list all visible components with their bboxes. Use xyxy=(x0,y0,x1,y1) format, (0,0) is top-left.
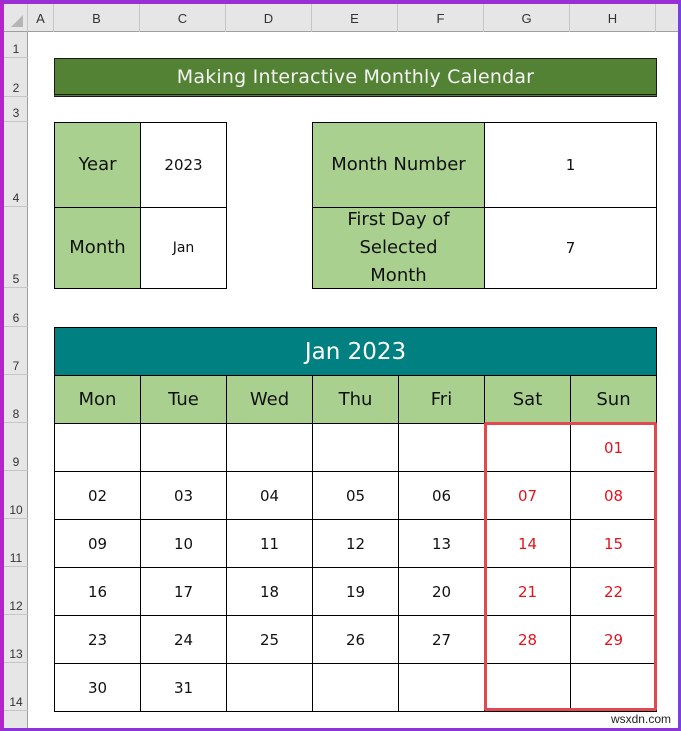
day-cell[interactable]: 12 xyxy=(312,519,399,568)
day-header-tue[interactable]: Tue xyxy=(140,375,227,424)
day-cell[interactable]: 16 xyxy=(54,567,141,616)
day-cell[interactable]: 11 xyxy=(226,519,313,568)
day-cell-weekend[interactable]: 29 xyxy=(570,615,657,664)
day-cell[interactable] xyxy=(54,423,141,472)
day-cell[interactable]: 10 xyxy=(140,519,227,568)
year-input[interactable]: 2023 xyxy=(140,122,227,208)
day-cell[interactable]: 19 xyxy=(312,567,399,616)
day-cell-weekend[interactable] xyxy=(484,663,571,712)
month-number-label[interactable]: Month Number xyxy=(312,122,485,208)
day-cell[interactable]: 27 xyxy=(398,615,485,664)
row-header-14[interactable]: 14 xyxy=(4,663,28,711)
column-header-g[interactable]: G xyxy=(484,4,570,32)
row-header-10[interactable]: 10 xyxy=(4,471,28,519)
first-day-value[interactable]: 7 xyxy=(484,207,657,289)
day-cell-weekend[interactable]: 28 xyxy=(484,615,571,664)
year-label[interactable]: Year xyxy=(54,122,141,208)
day-cell-weekend[interactable]: 22 xyxy=(570,567,657,616)
day-cell-weekend[interactable]: 08 xyxy=(570,471,657,520)
day-cell[interactable]: 02 xyxy=(54,471,141,520)
day-cell-weekend[interactable]: 15 xyxy=(570,519,657,568)
day-cell[interactable]: 26 xyxy=(312,615,399,664)
day-cell-weekend[interactable]: 21 xyxy=(484,567,571,616)
day-cell[interactable]: 31 xyxy=(140,663,227,712)
day-cell[interactable]: 18 xyxy=(226,567,313,616)
day-cell-weekend[interactable]: 14 xyxy=(484,519,571,568)
day-cell[interactable]: 20 xyxy=(398,567,485,616)
first-day-label[interactable]: First Day of Selected Month xyxy=(312,207,485,289)
column-header-c[interactable]: C xyxy=(140,4,226,32)
select-all-triangle-icon xyxy=(11,15,23,27)
row-header-1[interactable]: 1 xyxy=(4,32,28,58)
select-all-button[interactable] xyxy=(4,4,28,32)
row-header-4[interactable]: 4 xyxy=(4,122,28,207)
day-header-sat[interactable]: Sat xyxy=(484,375,571,424)
day-header-thu[interactable]: Thu xyxy=(312,375,399,424)
column-header-e[interactable]: E xyxy=(312,4,398,32)
day-cell[interactable]: 23 xyxy=(54,615,141,664)
day-header-wed[interactable]: Wed xyxy=(226,375,313,424)
day-cell-weekend[interactable]: 07 xyxy=(484,471,571,520)
day-cell-weekend[interactable] xyxy=(570,663,657,712)
row-header-8[interactable]: 8 xyxy=(4,375,28,423)
day-cell[interactable] xyxy=(312,663,399,712)
row-header-7[interactable]: 7 xyxy=(4,327,28,375)
day-cell-weekend[interactable] xyxy=(484,423,571,472)
day-cell[interactable]: 05 xyxy=(312,471,399,520)
row-header-6[interactable]: 6 xyxy=(4,288,28,327)
day-cell[interactable]: 03 xyxy=(140,471,227,520)
day-cell[interactable] xyxy=(398,423,485,472)
row-header-13[interactable]: 13 xyxy=(4,615,28,663)
sheet-title[interactable]: Making Interactive Monthly Calendar xyxy=(54,58,657,97)
day-cell-weekend[interactable]: 01 xyxy=(570,423,657,472)
column-header-f[interactable]: F xyxy=(398,4,484,32)
row-header-12[interactable]: 12 xyxy=(4,567,28,615)
day-cell[interactable]: 06 xyxy=(398,471,485,520)
day-cell[interactable] xyxy=(226,423,313,472)
column-header-d[interactable]: D xyxy=(226,4,312,32)
day-header-mon[interactable]: Mon xyxy=(54,375,141,424)
month-input[interactable]: Jan xyxy=(140,207,227,289)
day-cell[interactable]: 24 xyxy=(140,615,227,664)
watermark: wsxdn.com xyxy=(610,712,671,726)
day-cell[interactable]: 04 xyxy=(226,471,313,520)
day-cell[interactable] xyxy=(226,663,313,712)
day-header-sun[interactable]: Sun xyxy=(570,375,657,424)
calendar-title[interactable]: Jan 2023 xyxy=(54,327,657,376)
column-header-h[interactable]: H xyxy=(570,4,656,32)
row-header-3[interactable]: 3 xyxy=(4,97,28,122)
column-header-a[interactable]: A xyxy=(28,4,54,32)
row-header-9[interactable]: 9 xyxy=(4,423,28,471)
row-header-5[interactable]: 5 xyxy=(4,207,28,288)
day-cell[interactable] xyxy=(140,423,227,472)
day-cell[interactable]: 09 xyxy=(54,519,141,568)
day-cell[interactable]: 17 xyxy=(140,567,227,616)
row-header-11[interactable]: 11 xyxy=(4,519,28,567)
day-cell[interactable] xyxy=(398,663,485,712)
day-cell[interactable]: 13 xyxy=(398,519,485,568)
day-header-fri[interactable]: Fri xyxy=(398,375,485,424)
row-header-2[interactable]: 2 xyxy=(4,58,28,97)
month-label[interactable]: Month xyxy=(54,207,141,289)
day-cell[interactable]: 25 xyxy=(226,615,313,664)
day-cell[interactable]: 30 xyxy=(54,663,141,712)
day-cell[interactable] xyxy=(312,423,399,472)
month-number-value[interactable]: 1 xyxy=(484,122,657,208)
column-header-b[interactable]: B xyxy=(54,4,140,32)
